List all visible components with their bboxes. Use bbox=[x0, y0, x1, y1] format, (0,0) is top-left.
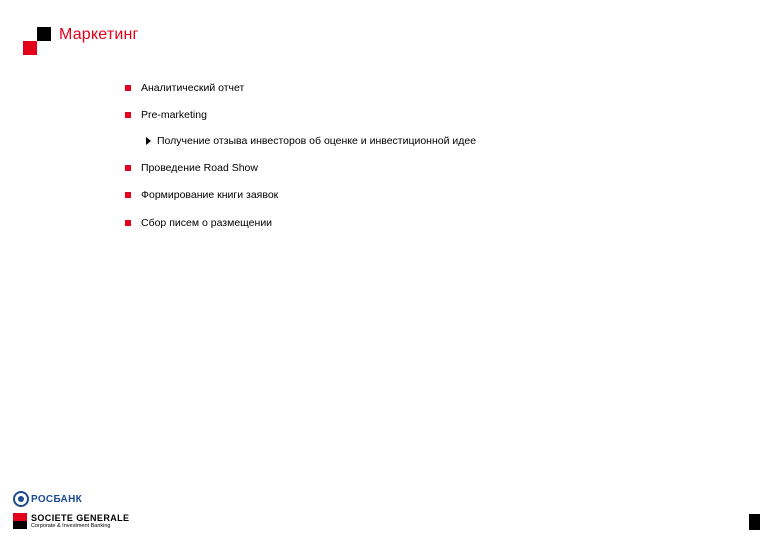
page-corner-mark bbox=[749, 514, 760, 530]
rosbank-emblem-icon bbox=[13, 491, 29, 507]
sub-bullet-item-investor-feedback bbox=[146, 135, 476, 147]
page-title: Маркетинг bbox=[59, 26, 139, 43]
triangle-right-icon bbox=[146, 137, 151, 145]
logo-black-square bbox=[37, 27, 51, 41]
logo-red-square bbox=[23, 41, 37, 55]
bullet-item-placement-letters bbox=[125, 217, 272, 229]
societe-generale-emblem-icon bbox=[13, 513, 27, 529]
bullet-square-icon bbox=[125, 112, 131, 118]
sg-logo-subtitle: Corporate & Investment Banking bbox=[31, 523, 111, 529]
bullet-square-icon bbox=[125, 192, 131, 198]
bullet-label: Pre-marketing bbox=[141, 109, 207, 121]
societe-generale-logo bbox=[13, 513, 129, 530]
sub-bullet-label: Получение отзыва инвесторов об оценке и инвестиционной идее bbox=[157, 135, 477, 147]
bullet-item-book-building bbox=[125, 189, 278, 201]
bullet-square-icon bbox=[125, 165, 131, 171]
bullet-item-analytic-report bbox=[125, 82, 244, 94]
rosbank-logo bbox=[13, 491, 82, 507]
sg-logo-name: SOCIETE GENERALE bbox=[31, 513, 130, 523]
bullet-label: Аналитический отчет bbox=[141, 82, 245, 94]
bullet-square-icon bbox=[125, 85, 131, 91]
bullet-label: Проведение Road Show bbox=[141, 162, 258, 174]
bullet-label: Формирование книги заявок bbox=[141, 189, 279, 201]
bullet-square-icon bbox=[125, 220, 131, 226]
rosbank-logo-text: РОСБАНК bbox=[31, 493, 82, 505]
bullet-item-road-show bbox=[125, 162, 258, 174]
bullet-label: Сбор писем о размещении bbox=[141, 217, 273, 229]
bullet-item-pre-marketing bbox=[125, 109, 207, 121]
